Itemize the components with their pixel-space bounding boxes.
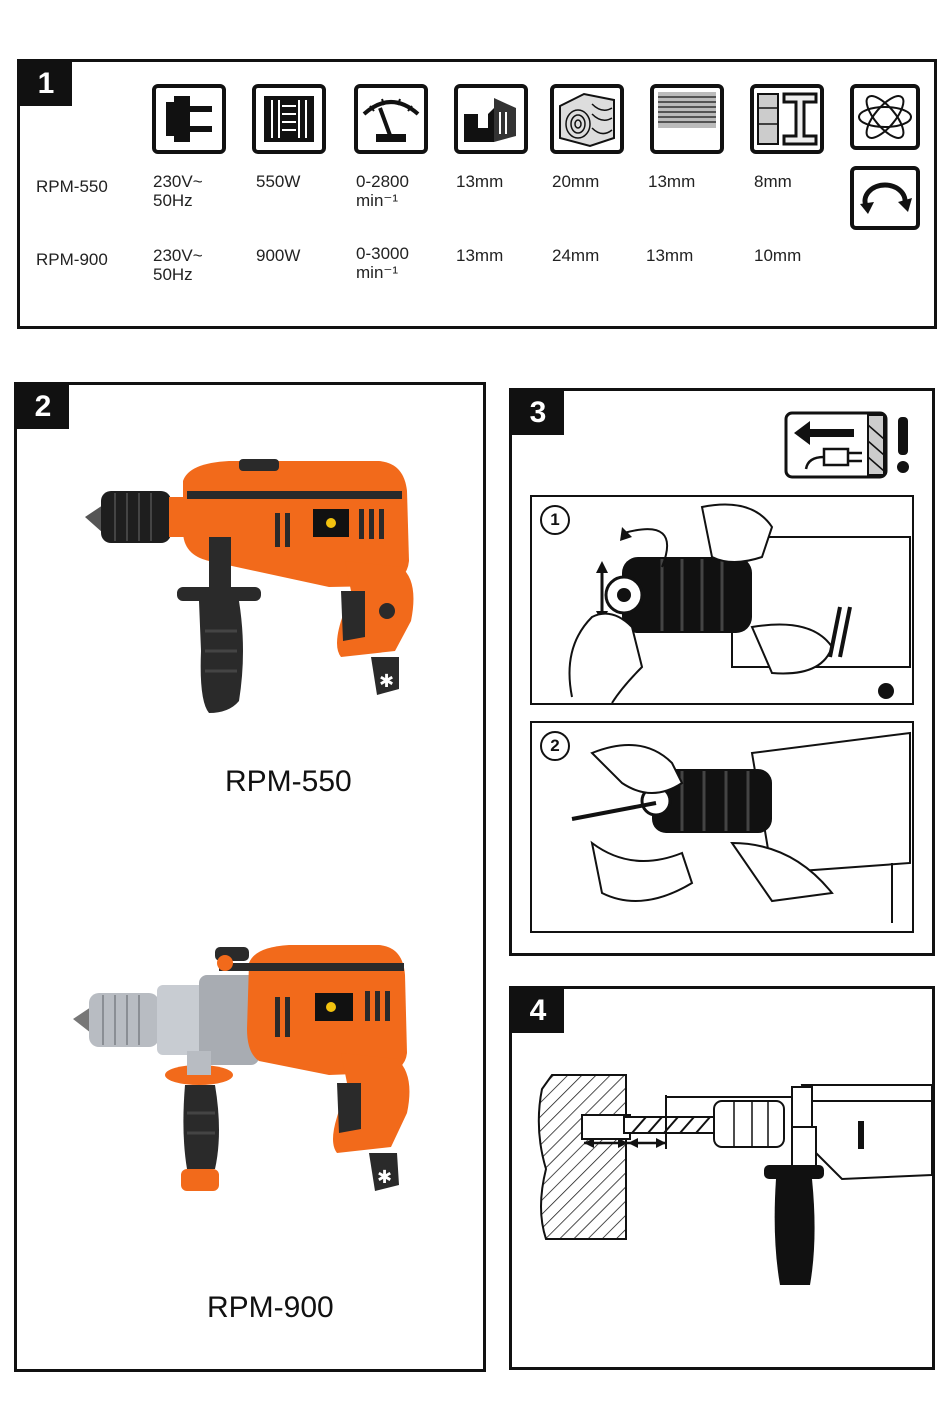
panel-number-1: 1: [20, 62, 72, 106]
products-panel: [14, 382, 486, 1372]
speed-gauge-icon: [354, 84, 428, 154]
steel-row-1: 13mm: [648, 172, 696, 191]
concrete-row-1: 8mm: [754, 172, 792, 191]
wood-icon: [550, 84, 624, 154]
svg-text:✱: ✱: [379, 671, 395, 692]
panel-number-4: 4: [512, 989, 564, 1033]
speed-row-2: 0-3000 min⁻¹: [356, 244, 409, 282]
chuck-row-2: 13mm: [456, 246, 504, 265]
step-2-illustration: [530, 721, 914, 933]
power-row-1: 550W: [256, 172, 301, 191]
voltage-row-1: 230V~ 50Hz: [153, 172, 203, 210]
panel-number-3: 3: [512, 391, 564, 435]
product-label-rpm550: RPM-550: [225, 765, 352, 798]
voltage-row-2: 230V~ 50Hz: [153, 246, 203, 284]
unplug-warning-icon: [784, 409, 918, 479]
model-row-1: RPM-550: [36, 177, 108, 196]
plug-icon: [152, 84, 226, 154]
reverse-rotation-icon: [850, 166, 920, 230]
speed-row-1: 0-2800 min⁻¹: [356, 172, 409, 210]
vibration-icon: [850, 84, 920, 150]
power-row-2: 900W: [256, 246, 301, 265]
svg-text:✱: ✱: [377, 1167, 393, 1188]
steel-row-2: 13mm: [646, 246, 694, 265]
concrete-row-2: 10mm: [754, 246, 802, 265]
motor-icon: [252, 84, 326, 154]
product-label-rpm900: RPM-900: [207, 1291, 334, 1324]
chuck-panel: [509, 388, 935, 956]
depth-stop-drawing: [512, 989, 932, 1367]
drill-rpm900-image: [69, 933, 419, 1223]
step-1-number: 1: [540, 505, 570, 535]
depth-stop-panel: [509, 986, 935, 1370]
masonry-icon: [750, 84, 824, 154]
drill-rpm550-image: [79, 451, 419, 731]
steel-icon: [650, 84, 724, 154]
hand-turning-chuck-drawing: [532, 497, 912, 703]
hand-inserting-bit-drawing: [532, 723, 912, 931]
wood-row-2: 24mm: [552, 246, 600, 265]
wood-row-1: 20mm: [552, 172, 600, 191]
model-row-2: RPM-900: [36, 250, 108, 269]
panel-number-2: 2: [17, 385, 69, 429]
spec-panel: [17, 59, 937, 329]
step-2-number: 2: [540, 731, 570, 761]
chuck-icon: [454, 84, 528, 154]
step-1-illustration: [530, 495, 914, 705]
chuck-row-1: 13mm: [456, 172, 504, 191]
